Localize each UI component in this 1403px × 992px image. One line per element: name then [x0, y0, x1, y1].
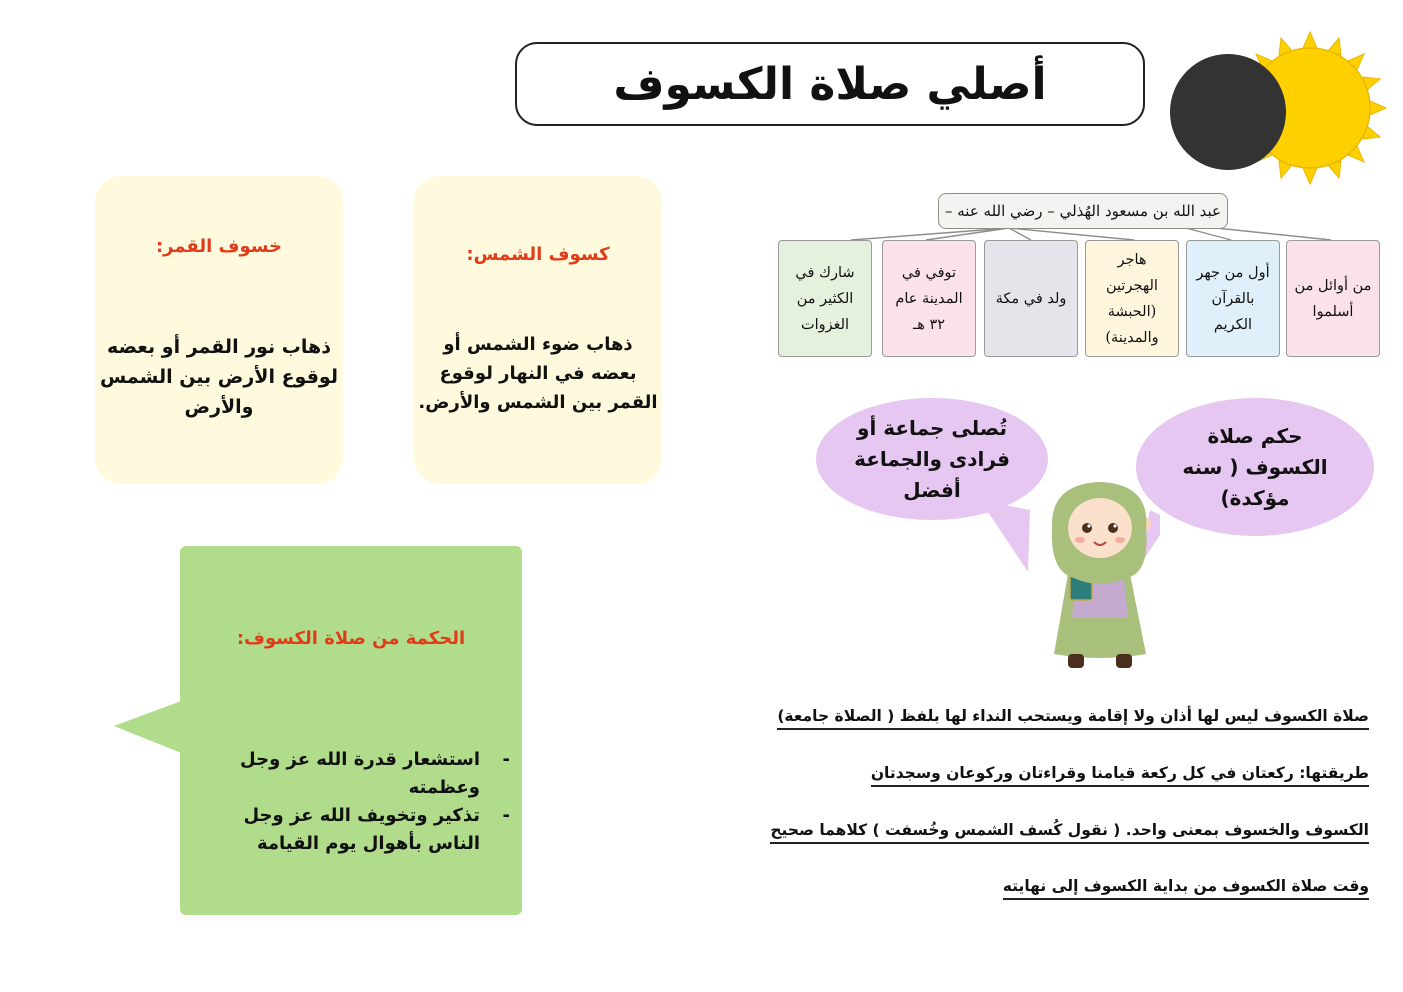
fact-text: توفي في المدينة عام ٣٢ هـ — [895, 264, 963, 333]
lunar-eclipse-definition: ذهاب نور القمر أو بعضه لوقوع الأرض بين الشمس والأرض — [100, 336, 338, 418]
note-line: طريقتها: ركعتان في كل ركعة قيامنا وقراءتان وركوعان وسجدتان — [871, 763, 1369, 787]
companion-name-box: عبد الله بن مسعود الهُذلي – رضي الله عنه – — [938, 193, 1228, 229]
list-item — [196, 802, 516, 858]
fact-text: أول من جهر بالقرآن الكريم — [1196, 264, 1270, 333]
wisdom-card — [180, 546, 522, 915]
fact-box — [1186, 240, 1280, 357]
fact-text: هاجر الهجرتين (الحبشة والمدينة) — [1105, 251, 1159, 346]
speech-bubble-ruling — [1136, 398, 1374, 536]
page-title: أصلي صلاة الكسوف — [515, 42, 1145, 126]
wisdom-item-text: تذكير وتخويف الله عز وجل الناس بأهوال يوم القيامة — [243, 805, 480, 854]
list-item — [196, 746, 516, 802]
wisdom-item-text: استشعار قدرة الله عز وجل وعظمته — [240, 749, 480, 798]
note-line: صلاة الكسوف ليس لها أذان ولا إقامة ويستحب النداء لها بلفظ ( الصلاة جامعة) — [777, 706, 1369, 730]
fact-box — [778, 240, 872, 357]
fact-box — [984, 240, 1078, 357]
speech-bubble-congregation — [816, 398, 1048, 520]
bullet-dash: - — [502, 749, 510, 770]
lunar-eclipse-heading: خسوف القمر: — [155, 236, 283, 257]
bubble-text: حكم صلاة الكسوف ( سنه مؤكدة) — [1182, 423, 1328, 510]
bullet-dash: - — [502, 805, 510, 826]
girl-illustration — [1030, 478, 1170, 678]
fact-text: من أوائل من أسلموا — [1294, 277, 1372, 320]
fact-box — [1085, 240, 1179, 357]
wisdom-heading: الحكمة من صلاة الكسوف: — [236, 628, 466, 649]
callout-tail — [114, 700, 184, 754]
lunar-eclipse-card — [95, 176, 343, 484]
solar-eclipse-card — [414, 176, 662, 484]
eclipse-icon — [1160, 30, 1390, 190]
bubble-text: تُصلى جماعة أو فرادى والجماعة أفضل — [854, 415, 1010, 502]
solar-eclipse-heading: كسوف الشمس: — [466, 244, 610, 265]
fact-box — [882, 240, 976, 357]
fact-text: ولد في مكة — [995, 290, 1067, 307]
wisdom-list — [196, 746, 516, 858]
fact-box — [1286, 240, 1380, 357]
fact-text: شارك في الكثير من الغزوات — [795, 264, 855, 333]
note-line: وقت صلاة الكسوف من بداية الكسوف إلى نهايته — [1003, 876, 1369, 900]
solar-eclipse-definition: ذهاب ضوء الشمس أو بعضه في النهار لوقوع القمر بين الشمس والأرض. — [418, 334, 658, 413]
note-line: الكسوف والخسوف بمعنى واحد. ( نقول كُسف الشمس وخُسفت ) كلاهما صحيح — [770, 820, 1369, 844]
